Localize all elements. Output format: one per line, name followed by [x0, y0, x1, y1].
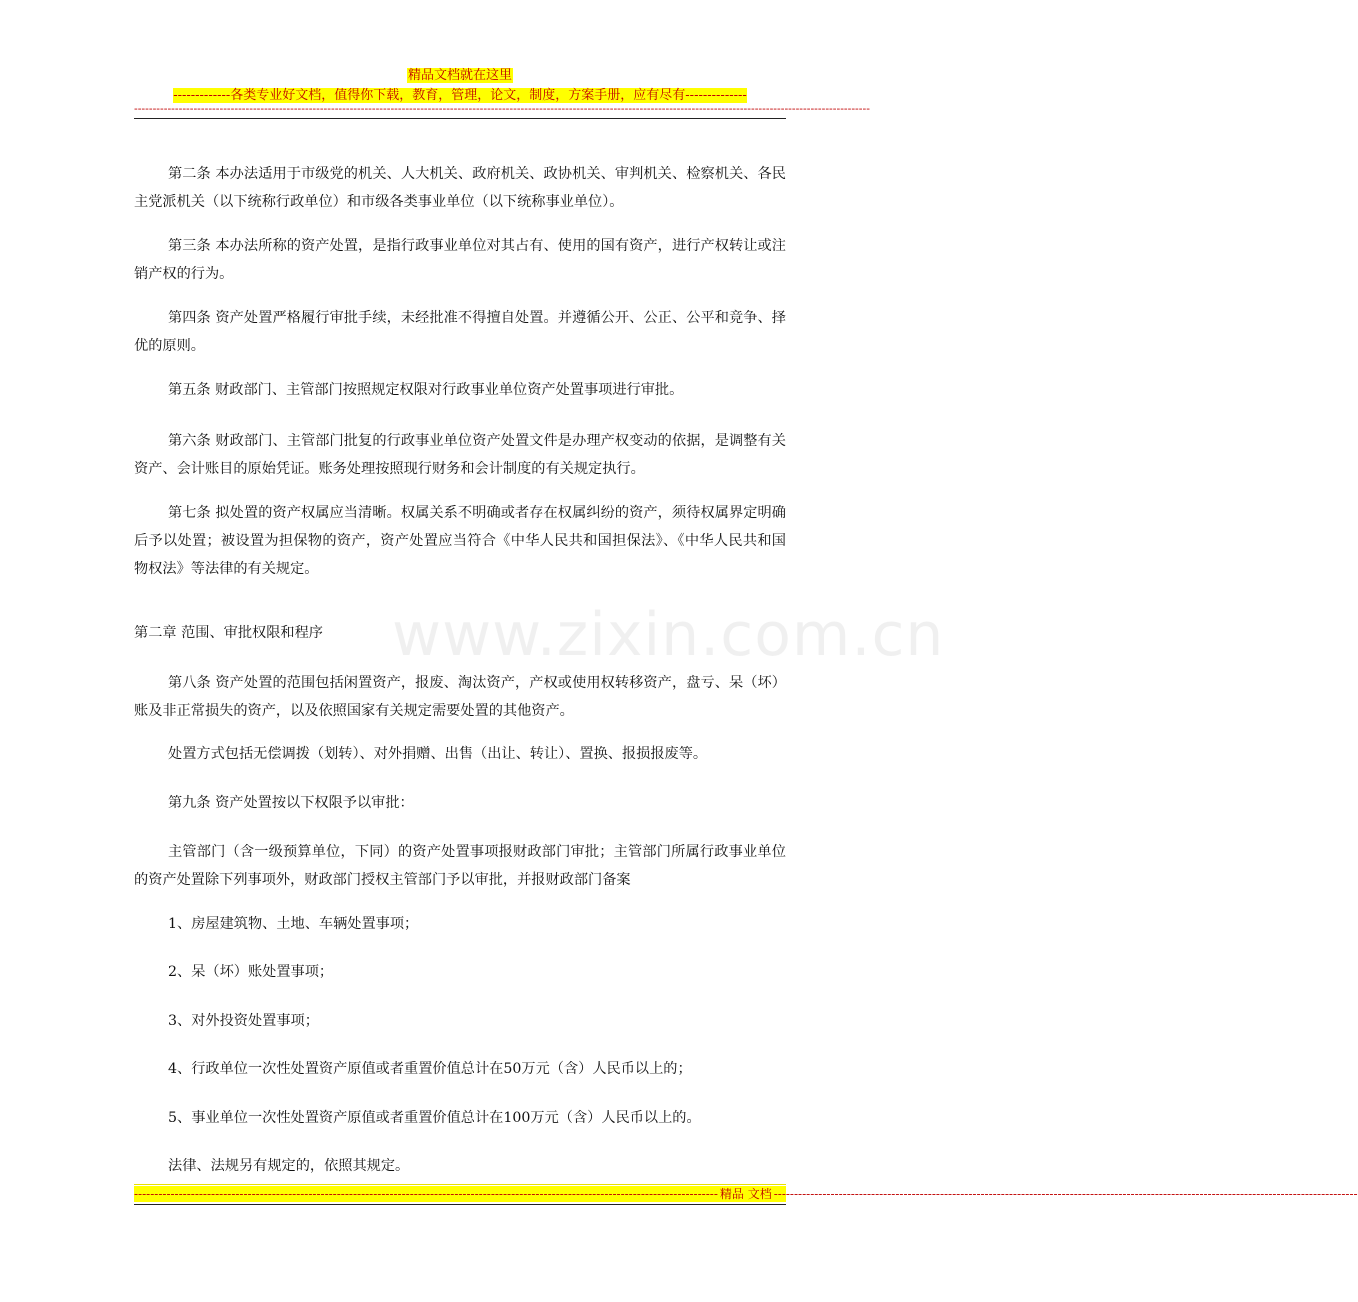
list-item-4: 4、行政单位一次性处置资产原值或者重置价值总计在50万元（含）人民币以上的； — [168, 1061, 692, 1077]
article-5: 第五条 财政部门、主管部门按照规定权限对行政事业单位资产处置事项进行审批。 — [168, 382, 684, 398]
article-7: 第七条 拟处置的资产权属应当清晰。权属关系不明确或者存在权属纠纷的资产，须待权属界定明确后予以处置；被设置为担保物的资产，资产处置应当符合《中华人民共和国担保法》、《中华人民共和国物权法》等法律的有关规定。 — [134, 505, 786, 577]
list-item-3: 3、对外投资处置事项； — [168, 1013, 319, 1029]
approval-authority: 主管部门（含一级预算单位，下同）的资产处置事项报财政部门审批；主管部门所属行政事业单位的资产处置除下列事项外，财政部门授权主管部门予以审批，并报财政部门备案 — [134, 844, 786, 888]
footer-dash-left: ------------------------------------------------------------------------------------------------------------------------------------------------ — [134, 1187, 718, 1201]
list-item-2: 2、呆（坏）账处置事项； — [168, 964, 334, 980]
article-4: 第四条 资产处置严格履行审批手续，未经批准不得擅自处置。并遵循公开、公正、公平和竞争、择优的原则。 — [134, 310, 786, 354]
article-8: 第八条 资产处置的范围包括闲置资产，报废、淘汰资产，产权或使用权转移资产，盘亏、呆（坏）账及非正常损失的资产，以及依照国家有关规定需要处置的其他资产。 — [134, 675, 786, 719]
footer-dash-right: ------------------------------------------------------------------------------------------------------------------------------------------------ — [773, 1187, 1358, 1201]
header-banner: -------------各类专业好文档，值得你下载，教育，管理，论文，制度，方案手册，应有尽有-------------- — [173, 88, 747, 103]
header-title: 精品文档就在这里 — [407, 68, 512, 83]
list-item-1: 1、房屋建筑物、土地、车辆处置事项； — [168, 916, 419, 932]
footer-banner — [134, 1186, 1358, 1202]
footer-rule — [134, 1204, 786, 1205]
closing-clause: 法律、法规另有规定的，依照其规定。 — [168, 1158, 410, 1174]
article-2: 第二条 本办法适用于市级党的机关、人大机关、政府机关、政协机关、审判机关、检察机关、各民主党派机关（以下统称行政单位）和市级各类事业单位（以下统称事业单位）。 — [134, 166, 786, 210]
disposal-methods: 处置方式包括无偿调拨（划转）、对外捐赠、出售（出让、转让）、置换、报损报废等。 — [168, 746, 708, 762]
footer-top-rule — [134, 1184, 786, 1185]
article-6: 第六条 财政部门、主管部门批复的行政事业单位资产处置文件是办理产权变动的依据，是调整有关资产、会计账目的原始凭证。账务处理按照现行财务和会计制度的有关规定执行。 — [134, 433, 786, 477]
list-item-5: 5、事业单位一次性处置资产原值或者重置价值总计在100万元（含）人民币以上的。 — [168, 1110, 701, 1126]
footer-label: 精品 文档 — [719, 1187, 772, 1201]
article-3: 第三条 本办法所称的资产处置，是指行政事业单位对其占有、使用的国有资产，进行产权转让或注销产权的行为。 — [134, 238, 786, 282]
header-dash-line: ------------------------------------------------------------------------------------------------------------------------------------------------------------------------------------------------------ — [134, 102, 870, 115]
article-9: 第九条 资产处置按以下权限予以审批： — [168, 795, 414, 811]
header-rule — [134, 118, 786, 119]
chapter-2-heading: 第二章 范围、审批权限和程序 — [134, 625, 323, 641]
watermark: www.zixin.com.cn — [392, 600, 945, 670]
